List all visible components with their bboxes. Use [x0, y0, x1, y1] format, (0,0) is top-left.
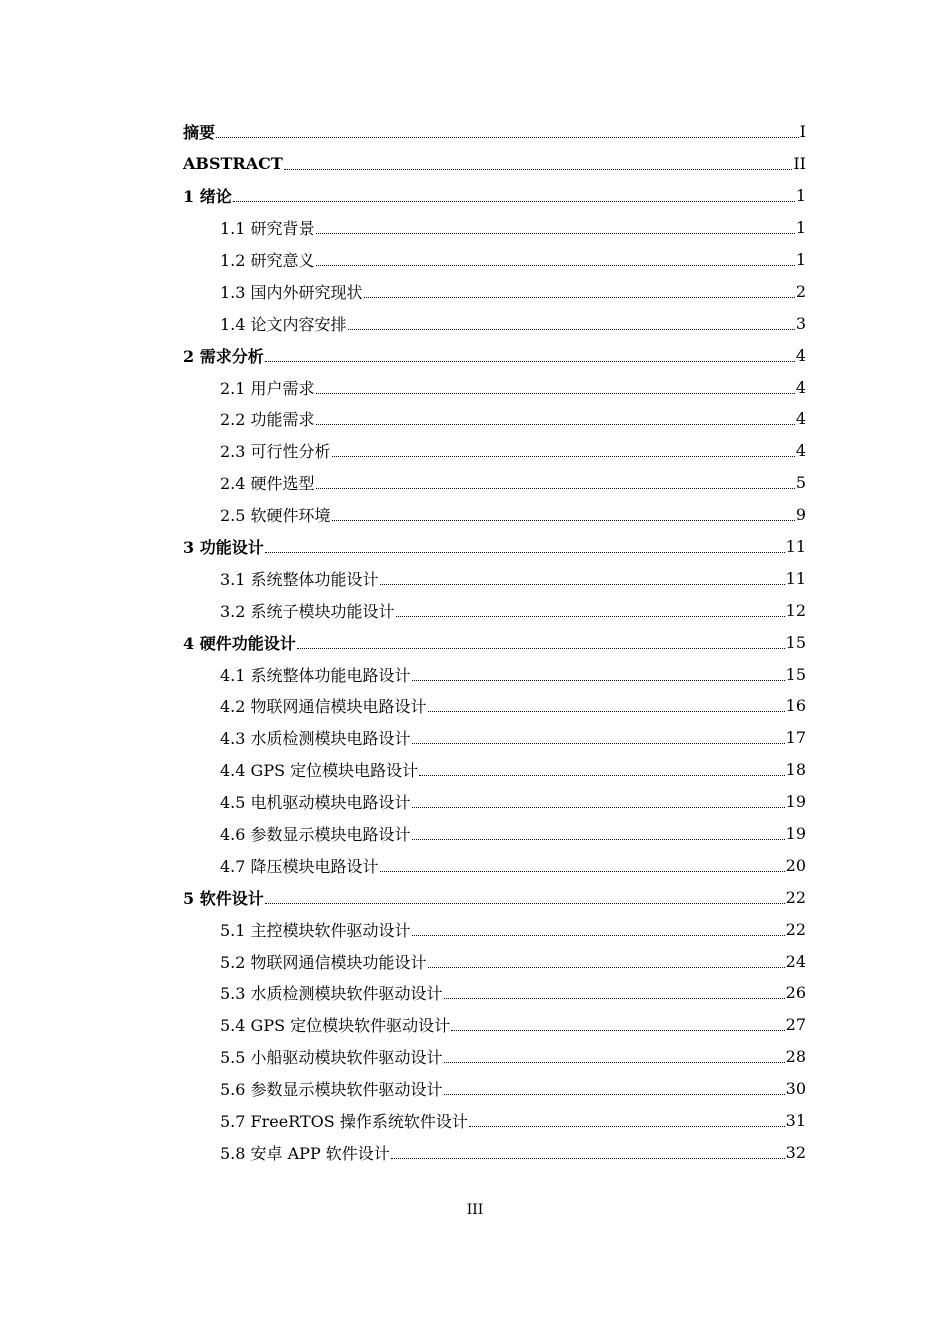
toc-dot-leader — [412, 821, 785, 840]
toc-dot-leader — [348, 311, 795, 330]
toc-entry-title: 4.4 GPS 定位模块电路设计 — [220, 761, 419, 781]
toc-dot-leader — [444, 1044, 785, 1063]
toc-entry-page: 31 — [785, 1111, 806, 1131]
toc-dot-leader — [316, 375, 795, 394]
toc-entry-page: 18 — [785, 760, 806, 780]
toc-entry-title: 1.2 研究意义 — [220, 251, 315, 270]
toc-section-entry[interactable] — [183, 1105, 806, 1137]
toc-dot-leader — [469, 1108, 785, 1127]
toc-entry-title: 4.6 参数显示模块电路设计 — [220, 825, 411, 845]
toc-entry-title: 4.1 系统整体功能电路设计 — [220, 665, 411, 685]
toc-entry-page: 24 — [785, 951, 806, 971]
toc-entry-title: 摘要 — [183, 123, 216, 143]
toc-dot-leader — [412, 725, 785, 744]
toc-chapter-entry[interactable] — [183, 148, 806, 180]
toc-dot-leader — [428, 693, 785, 712]
toc-chapter-entry[interactable] — [183, 180, 806, 212]
toc-section-entry[interactable] — [183, 403, 806, 435]
toc-entry-page: 16 — [785, 696, 806, 716]
toc-dot-leader — [451, 1012, 785, 1031]
toc-dot-leader — [380, 853, 785, 872]
toc-dot-leader — [332, 438, 795, 457]
toc-dot-leader — [391, 1140, 785, 1159]
toc-dot-leader — [284, 151, 793, 170]
toc-entry-page: 20 — [785, 855, 806, 875]
toc-section-entry[interactable] — [183, 658, 806, 690]
toc-section-entry[interactable] — [183, 849, 806, 881]
toc-entry-page: 11 — [785, 568, 806, 588]
toc-section-entry[interactable] — [183, 371, 806, 403]
toc-entry-page: 12 — [785, 600, 806, 620]
toc-dot-leader — [396, 598, 785, 617]
toc-entry-page: 4 — [795, 345, 806, 365]
toc-section-entry[interactable] — [183, 977, 806, 1009]
toc-section-entry[interactable] — [183, 467, 806, 499]
toc-entry-title: 2.1 用户需求 — [220, 378, 315, 398]
toc-section-entry[interactable] — [183, 562, 806, 594]
toc-entry-title: 2.2 功能需求 — [220, 410, 315, 430]
toc-entry-page: 22 — [785, 887, 806, 907]
toc-entry-title: ABSTRACT — [183, 154, 283, 174]
toc-entry-title: 5.3 水质检测模块软件驱动设计 — [220, 984, 443, 1004]
toc-entry-page: 3 — [795, 313, 806, 333]
toc-entry-title: 4.3 水质检测模块电路设计 — [220, 729, 411, 749]
toc-section-entry[interactable] — [183, 1041, 806, 1073]
toc-section-entry[interactable] — [183, 945, 806, 977]
toc-entry-page: 26 — [785, 983, 806, 1003]
toc-section-entry[interactable] — [183, 1137, 806, 1169]
toc-dot-leader — [412, 917, 785, 936]
toc-dot-leader — [265, 343, 795, 362]
toc-dot-leader — [233, 183, 795, 202]
toc-entry-page: 32 — [785, 1142, 806, 1162]
toc-section-entry[interactable] — [183, 1073, 806, 1105]
toc-entry-title: 5.2 物联网通信模块功能设计 — [220, 952, 427, 972]
toc-entry-title: 5.1 主控模块软件驱动设计 — [220, 920, 411, 940]
toc-entry-title: 3 功能设计 — [183, 538, 264, 558]
toc-entry-page: 17 — [785, 728, 806, 748]
toc-section-entry[interactable] — [183, 690, 806, 722]
toc-dot-leader — [444, 980, 785, 999]
toc-entry-page: 19 — [785, 824, 806, 844]
toc-chapter-entry[interactable] — [183, 116, 806, 148]
toc-entry-page: 4 — [795, 377, 806, 397]
toc-entry-page: 5 — [795, 473, 806, 493]
toc-entry-page: 4 — [795, 409, 806, 429]
toc-entry-title: 3.1 系统整体功能设计 — [220, 569, 379, 589]
toc-entry-page: 11 — [785, 537, 806, 557]
toc-entry-page: 15 — [785, 664, 806, 684]
toc-section-entry[interactable] — [183, 754, 806, 786]
toc-section-entry[interactable] — [183, 212, 806, 244]
toc-section-entry[interactable] — [183, 913, 806, 945]
toc-chapter-entry[interactable] — [183, 881, 806, 913]
toc-dot-leader — [316, 406, 795, 425]
page-number-footer: III — [466, 1202, 484, 1218]
toc-dot-leader — [412, 662, 785, 681]
toc-entry-title: 4.7 降压模块电路设计 — [220, 856, 379, 876]
toc-entry-page: 9 — [795, 505, 806, 525]
toc-entry-title: 2.4 硬件选型 — [220, 474, 315, 494]
toc-section-entry[interactable] — [183, 818, 806, 850]
toc-entry-page: 19 — [785, 792, 806, 812]
toc-entry-title: 1 绪论 — [183, 187, 232, 207]
toc-entry-title: 5.5 小船驱动模块软件驱动设计 — [220, 1048, 443, 1068]
toc-dot-leader — [316, 215, 795, 234]
toc-dot-leader — [316, 247, 795, 266]
toc-entry-title: 2.3 可行性分析 — [220, 442, 331, 462]
toc-section-entry[interactable] — [183, 722, 806, 754]
toc-entry-title: 1.4 论文内容安排 — [220, 314, 347, 334]
toc-section-entry[interactable] — [183, 786, 806, 818]
toc-entry-page: 1 — [795, 250, 806, 269]
toc-entry-title: 4.5 电机驱动模块电路设计 — [220, 793, 411, 813]
toc-section-entry[interactable] — [183, 594, 806, 626]
toc-dot-leader — [428, 949, 785, 968]
toc-dot-leader — [265, 534, 785, 553]
toc-dot-leader — [412, 789, 785, 808]
toc-entry-page: 1 — [795, 218, 806, 238]
toc-entry-page: 27 — [785, 1015, 806, 1035]
toc-entry-title: 2.5 软硬件环境 — [220, 506, 331, 526]
toc-entry-title: 3.2 系统子模块功能设计 — [220, 601, 395, 621]
toc-dot-leader — [216, 119, 799, 138]
toc-entry-page: 28 — [785, 1047, 806, 1067]
toc-entry-page: 4 — [795, 441, 806, 461]
toc-entry-title: 4 硬件功能设计 — [183, 633, 296, 653]
toc-dot-leader — [316, 470, 795, 489]
toc-entry-page: 22 — [785, 919, 806, 939]
toc-entry-page: 2 — [795, 281, 806, 301]
toc-entry-page: 1 — [795, 186, 806, 206]
toc-chapter-entry[interactable] — [183, 626, 806, 658]
toc-dot-leader — [444, 1076, 785, 1095]
toc-dot-leader — [265, 885, 785, 904]
toc-entry-page: 30 — [785, 1079, 806, 1099]
toc-section-entry[interactable] — [183, 307, 806, 339]
toc-entry-page: I — [799, 122, 806, 142]
toc-entry-title: 1.3 国内外研究现状 — [220, 282, 363, 302]
toc-dot-leader — [380, 566, 785, 585]
toc-entry-title: 5.7 FreeRTOS 操作系统软件设计 — [220, 1112, 468, 1132]
toc-entry-title: 5 软件设计 — [183, 888, 264, 908]
toc-dot-leader — [332, 502, 795, 521]
toc-chapter-entry[interactable] — [183, 339, 806, 371]
toc-entry-title: 1.1 研究背景 — [220, 219, 315, 239]
toc-dot-leader — [297, 630, 785, 649]
toc-entry-title: 5.4 GPS 定位模块软件驱动设计 — [220, 1016, 451, 1036]
toc-section-entry[interactable] — [183, 1009, 806, 1041]
toc-entry-title: 4.2 物联网通信模块电路设计 — [220, 697, 427, 717]
toc-section-entry[interactable] — [183, 435, 806, 467]
toc-chapter-entry[interactable] — [183, 531, 806, 563]
table-of-contents — [183, 116, 806, 1168]
toc-entry-page: 15 — [785, 632, 806, 652]
toc-section-entry[interactable] — [183, 499, 806, 531]
toc-entry-title: 2 需求分析 — [183, 346, 264, 366]
toc-entry-title: 5.8 安卓 APP 软件设计 — [220, 1143, 390, 1163]
toc-section-entry[interactable] — [183, 244, 806, 276]
toc-entry-title: 5.6 参数显示模块软件驱动设计 — [220, 1080, 443, 1100]
toc-section-entry[interactable] — [183, 275, 806, 307]
toc-dot-leader — [364, 279, 795, 298]
toc-dot-leader — [419, 757, 785, 776]
toc-entry-page: II — [793, 154, 806, 174]
